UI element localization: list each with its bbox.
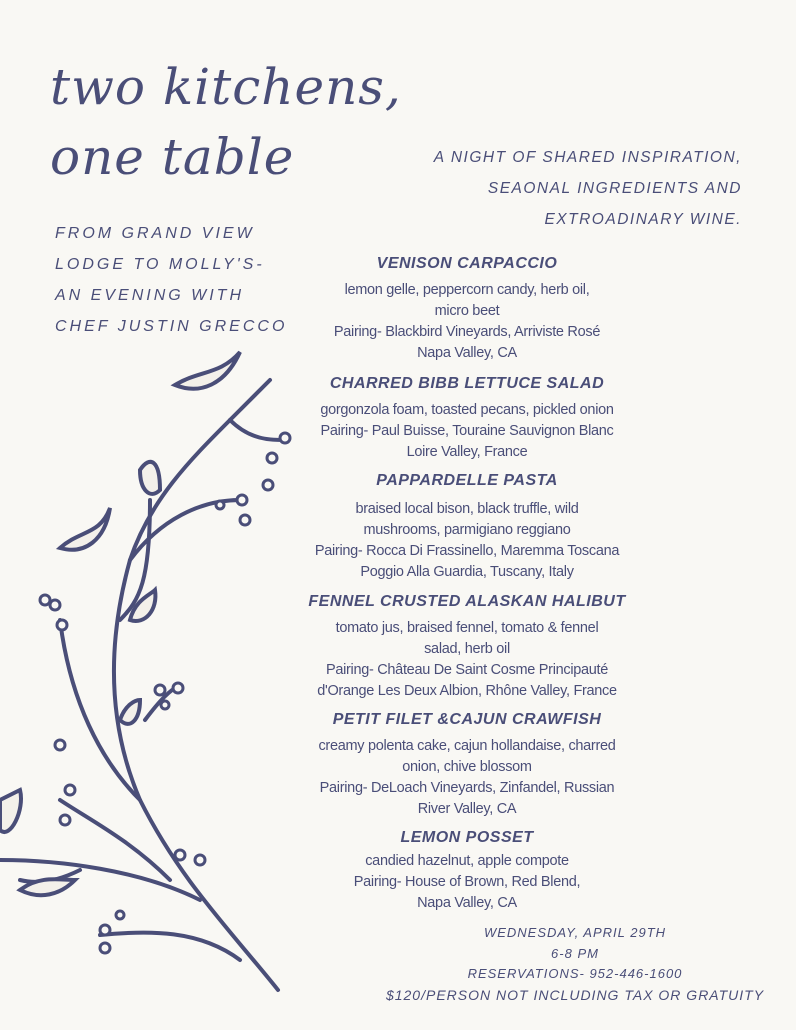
course-line: onion, chive blossom	[402, 759, 532, 775]
title-line: two kitchens,	[50, 58, 402, 116]
course-name: PAPPARDELLE PASTA	[376, 472, 558, 489]
event-date: WEDNESDAY, APRIL 29TH	[483, 925, 667, 940]
tagline	[434, 142, 742, 235]
course-line: tomato jus, braised fennel, tomato & fennel	[335, 620, 599, 636]
course-line: d'Orange Les Deux Albion, Rhône Valley, France	[317, 683, 617, 699]
course-dessert	[300, 827, 634, 914]
course-line: Napa Valley, CA	[417, 345, 517, 361]
course-line: creamy polenta cake, cajun hollandaise, charred	[318, 738, 616, 754]
event-details	[360, 923, 790, 1005]
course-name: PETIT FILET &CAJUN CRAWFISH	[332, 711, 602, 728]
event-title	[50, 52, 402, 192]
course-line: Pairing- DeLoach Vineyards, Zinfandel, Russian	[319, 780, 615, 796]
price-note: $120/PERSON NOT INCLUDING TAX OR GRATUITY	[385, 986, 765, 1003]
event-time: 6-8 PM	[551, 945, 599, 961]
subtitle	[55, 218, 287, 342]
course-name: FENNEL CRUSTED ALASKAN HALIBUT	[308, 593, 626, 610]
course-line: Napa Valley, CA	[417, 895, 517, 911]
course-filet	[300, 709, 634, 820]
course-line: micro beet	[434, 303, 500, 319]
subtitle-line: CHEF JUSTIN GRECCO	[55, 318, 288, 335]
tagline-line: SEAONAL INGREDIENTS AND	[487, 180, 742, 197]
course-line: mushrooms, parmigiano reggiano	[363, 522, 571, 538]
course-line: candied hazelnut, apple compote	[365, 853, 569, 869]
course-line: gorgonzola foam, toasted pecans, pickled onion	[320, 402, 614, 418]
course-line: Pairing- Château De Saint Cosme Principauté	[325, 662, 609, 678]
course-venison	[300, 253, 634, 364]
course-line: Pairing- House of Brown, Red Blend,	[353, 874, 581, 890]
course-line: salad, herb oil	[424, 641, 510, 657]
course-line: Pairing- Rocca Di Frassinello, Maremma Toscana	[314, 543, 620, 559]
course-line: Loire Valley, France	[406, 444, 528, 460]
course-name: CHARRED BIBB LETTUCE SALAD	[329, 375, 605, 392]
course-salad	[300, 373, 634, 463]
tagline-line: EXTROADINARY WINE.	[544, 211, 742, 228]
course-pasta	[300, 470, 634, 583]
subtitle-line: AN EVENING WITH	[55, 287, 245, 304]
course-line: Pairing- Paul Buisse, Touraine Sauvignon Blanc	[320, 423, 614, 439]
course-line: braised local bison, black truffle, wild	[355, 501, 579, 517]
course-line: lemon gelle, peppercorn candy, herb oil,	[344, 282, 590, 298]
reservations-phone: RESERVATIONS- 952-446-1600	[467, 966, 683, 981]
course-line: River Valley, CA	[417, 801, 517, 817]
course-line: Pairing- Blackbird Vineyards, Arriviste Rosé	[333, 324, 601, 340]
subtitle-line: FROM GRAND VIEW	[55, 225, 255, 242]
title-line: one table	[50, 128, 295, 186]
course-halibut	[300, 591, 634, 702]
tagline-line: A NIGHT OF SHARED INSPIRATION,	[433, 149, 742, 166]
botanical-illustration	[0, 340, 300, 1000]
subtitle-line: LODGE TO MOLLY'S-	[55, 256, 265, 273]
course-name: VENISON CARPACCIO	[376, 255, 558, 272]
course-name: LEMON POSSET	[400, 829, 534, 846]
course-line: Poggio Alla Guardia, Tuscany, Italy	[360, 564, 574, 580]
